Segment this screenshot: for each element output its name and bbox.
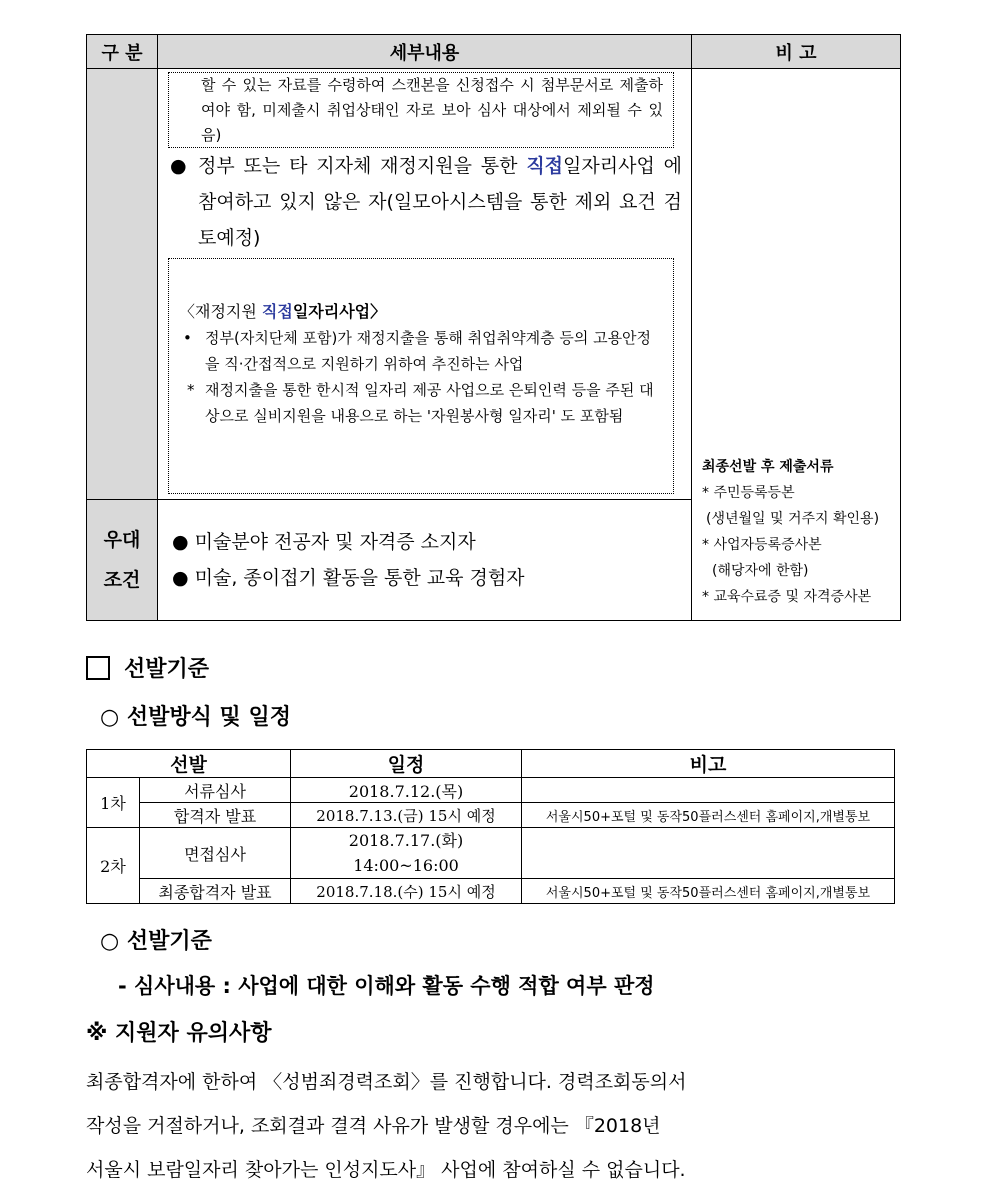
notice-line: 서울시 보람일자리 찾아가는 인성지도사』 사업에 참여하실 수 없습니다. <box>86 1159 686 1181</box>
bullet-text-highlight: 직접 <box>526 155 564 177</box>
step-cell: 서류심사 <box>140 778 291 803</box>
header-details: 세부내용 <box>158 35 692 69</box>
notice-line: 작성을 거절하거나, 조회결과 결격 사유가 발생할 경우에는 『2018년 <box>86 1115 661 1137</box>
note-cell <box>522 828 895 879</box>
note-cell: 서울시50+포털 및 동작50플러스센터 홈페이지,개별통보 <box>522 879 895 904</box>
definition-box <box>168 258 674 494</box>
date-cell <box>291 828 522 879</box>
section-title <box>86 652 209 683</box>
note-line: * 교육수료증 및 자격증사본 <box>702 589 872 605</box>
subsection-criteria-text: 선발기준 <box>126 929 212 954</box>
header-category: 구 분 <box>87 35 158 69</box>
step-cell: 합격자 발표 <box>140 803 291 828</box>
header-remarks: 비고 <box>522 750 895 778</box>
note-line: (생년월일 및 거주지 확인용) <box>706 511 880 527</box>
pref-item: ● 미술분야 전공자 및 자격증 소지자 <box>172 531 476 553</box>
step-cell: 최종합격자 발표 <box>140 879 291 904</box>
step-cell: 면접심사 <box>140 828 291 879</box>
preference-items <box>158 500 692 621</box>
preference-label <box>87 500 158 621</box>
note-line: * 주민등록등본 <box>702 485 795 501</box>
date-cell: 2018.7.13.(금) 15시 예정 <box>291 803 522 828</box>
definition-item-2: * 재정지출을 통한 한시적 일자리 제공 사업으로 은퇴인력 등을 주된 대상으로 실비지원을 내용으로 하는 '자원봉사형 일자리' 도 포함됨 <box>187 377 665 429</box>
bullet-direct-jobs <box>170 148 682 256</box>
remarks-cell <box>692 69 901 621</box>
date-cell: 2018.7.12.(목) <box>291 778 522 803</box>
pref-item: ● 미술, 종이접기 활동을 통한 교육 경험자 <box>172 567 525 589</box>
note-title: 최종선발 후 제출서류 <box>702 459 834 475</box>
square-icon <box>86 656 110 680</box>
subsection-schedule <box>100 700 291 731</box>
preference-label-line1: 우대 <box>103 529 141 551</box>
note-line: * 사업자등록증사본 <box>702 537 822 553</box>
header-schedule: 일정 <box>291 750 522 778</box>
schedule-table <box>86 749 895 904</box>
notice-line: 최종합격자에 한하여 〈성범죄경력조회〉를 진행합니다. 경력조회동의서 <box>86 1071 687 1093</box>
notice-title: ※ 지원자 유의사항 <box>86 1021 272 1046</box>
note-cell: 서울시50+포털 및 동작50플러스센터 홈페이지,개별통보 <box>522 803 895 828</box>
section-title-text: 선발기준 <box>124 657 210 682</box>
bullet-text-a: 정부 또는 타 지자체 재정지원을 통한 <box>198 155 527 177</box>
subsection-schedule-text: 선발방식 및 일정 <box>126 705 291 730</box>
date-cell: 2018.7.18.(수) 15시 예정 <box>291 879 522 904</box>
definition-item-1: • 정부(자치단체 포함)가 재정지출을 통해 취업취약계층 등의 고용안정을 직·간접적으로 지원하기 위하여 추진하는 사업 <box>183 325 665 377</box>
round-1: 1차 <box>87 778 140 828</box>
note-cell <box>522 778 895 803</box>
criteria-text: - 심사내용 : 사업에 대한 이해와 활동 수행 적합 여부 판정 <box>118 974 655 998</box>
subsection-criteria <box>100 924 212 955</box>
date-line: 2018.7.17.(화) <box>348 831 464 850</box>
notice-box-text: 할 수 있는 자료를 수령하여 스캔본을 신청접수 시 첨부문서로 제출하여야 함, 미제출시 취업상태인 자로 보아 심사 대상에서 제외될 수 있음) <box>201 76 663 144</box>
preference-label-line2: 조건 <box>103 569 141 591</box>
definition-item-1-text: 정부(자치단체 포함)가 재정지출을 통해 취업취약계층 등의 고용안정을 직·간접적으로 지원하기 위하여 추진하는 사업 <box>205 329 652 373</box>
definition-item-2-text: 재정지출을 통한 한시적 일자리 제공 사업으로 은퇴인력 등을 주된 대상으로 실비지원을 내용으로 하는 '자원봉사형 일자리' 도 포함됨 <box>205 381 654 425</box>
round-2: 2차 <box>87 828 140 904</box>
circle-icon: ○ <box>100 929 120 954</box>
notice-box-top <box>168 72 674 148</box>
header-remarks: 비 고 <box>692 35 901 69</box>
definition-title: 〈재정지원 직접일자리사업〉 <box>179 302 387 321</box>
note-line: (해당자에 한함) <box>712 563 809 579</box>
header-selection: 선발 <box>87 750 291 778</box>
category-cell-empty <box>87 69 158 500</box>
bullet-text-b: 일자리사업 에 참여하고 있지 않은 자(일모아시스템을 통한 제외 요건 검토예정) <box>198 155 682 249</box>
notice-paragraph <box>86 1060 686 1192</box>
pref-item-text: 미술, 종이접기 활동을 통한 교육 경험자 <box>194 567 525 589</box>
time-line: 14:00~16:00 <box>353 856 459 875</box>
pref-item-text: 미술분야 전공자 및 자격증 소지자 <box>194 531 476 553</box>
circle-icon: ○ <box>100 705 120 730</box>
bullet-dot: ● <box>170 155 187 177</box>
